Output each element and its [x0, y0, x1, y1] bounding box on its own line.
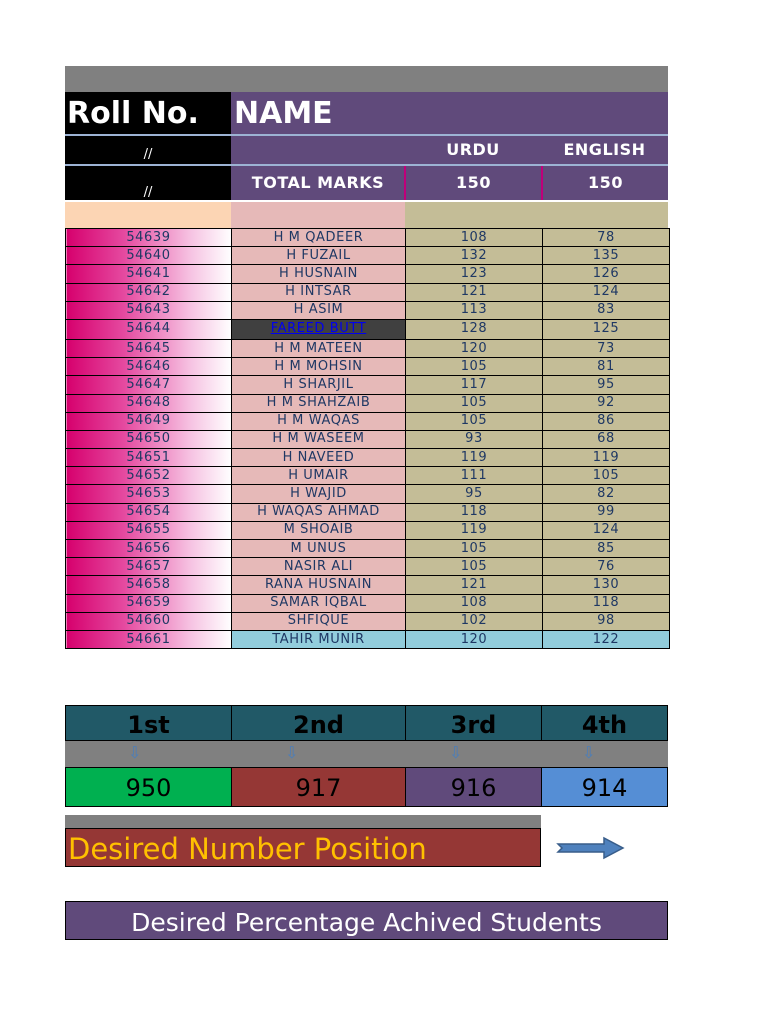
- name-cell[interactable]: SHFIQUE: [232, 612, 406, 630]
- roll-cell[interactable]: 54640: [66, 247, 232, 265]
- english-cell[interactable]: 135: [543, 247, 670, 265]
- urdu-cell[interactable]: 121: [406, 283, 543, 301]
- urdu-cell[interactable]: 105: [406, 358, 543, 376]
- desired-number-position: Desired Number Position: [65, 828, 541, 867]
- total-marks-label: TOTAL MARKS: [231, 166, 405, 200]
- urdu-cell[interactable]: 123: [406, 265, 543, 283]
- down-arrow-icon: ⇩: [449, 743, 463, 762]
- english-cell[interactable]: 85: [543, 540, 670, 558]
- table-row: [66, 503, 670, 521]
- english-cell[interactable]: 81: [543, 358, 670, 376]
- down-arrow-icon: ⇩: [582, 743, 596, 762]
- position-3rd-label: 3rd: [405, 705, 542, 741]
- total-english: 150: [543, 166, 668, 200]
- name-cell[interactable]: M UNUS: [232, 540, 406, 558]
- roll-cell[interactable]: 54653: [66, 485, 232, 503]
- name-cell[interactable]: H HUSNAIN: [232, 265, 406, 283]
- table-row: [66, 339, 670, 357]
- name-cell[interactable]: H NAVEED: [232, 449, 406, 467]
- row3-roll-cell: //: [65, 166, 231, 200]
- name-cell[interactable]: H M MOHSIN: [232, 358, 406, 376]
- desired-position-top-bar: [65, 815, 541, 828]
- roll-cell[interactable]: 54641: [66, 265, 232, 283]
- english-cell[interactable]: 98: [543, 612, 670, 630]
- position-1st-value: 950: [65, 767, 232, 807]
- urdu-cell[interactable]: 120: [406, 339, 543, 357]
- name-cell[interactable]: SAMAR IQBAL: [232, 594, 406, 612]
- roll-cell[interactable]: 54647: [66, 376, 232, 394]
- position-4th-label: 4th: [541, 705, 668, 741]
- table-row: [66, 430, 670, 448]
- roll-cell[interactable]: 54645: [66, 339, 232, 357]
- roll-cell[interactable]: 54661: [66, 630, 232, 648]
- roll-cell[interactable]: 54643: [66, 301, 232, 319]
- table-row: [66, 558, 670, 576]
- urdu-cell[interactable]: 105: [406, 558, 543, 576]
- roll-cell[interactable]: 54657: [66, 558, 232, 576]
- urdu-cell[interactable]: 119: [406, 449, 543, 467]
- position-2nd-value: 917: [231, 767, 406, 807]
- english-cell[interactable]: 105: [543, 467, 670, 485]
- english-cell[interactable]: 83: [543, 301, 670, 319]
- name-cell[interactable]: NASIR ALI: [232, 558, 406, 576]
- arrow-bar: [65, 741, 668, 767]
- name-cell[interactable]: H UMAIR: [232, 467, 406, 485]
- english-cell[interactable]: 124: [543, 283, 670, 301]
- urdu-cell[interactable]: 105: [406, 394, 543, 412]
- english-cell[interactable]: 78: [543, 229, 670, 247]
- english-cell[interactable]: 73: [543, 339, 670, 357]
- roll-no-header: Roll No.: [65, 92, 231, 134]
- name-cell[interactable]: M SHOAIB: [232, 521, 406, 539]
- name-header: NAME: [231, 92, 668, 134]
- english-cell[interactable]: 76: [543, 558, 670, 576]
- name-cell[interactable]: TAHIR MUNIR: [232, 630, 406, 648]
- roll-cell[interactable]: 54652: [66, 467, 232, 485]
- table-row: [66, 630, 670, 648]
- desired-percentage-achieved: Desired Percentage Achived Students: [65, 901, 668, 940]
- table-row-selected: [66, 319, 670, 339]
- band-roll: [65, 202, 231, 228]
- total-urdu: 150: [406, 166, 541, 200]
- subject-english: ENGLISH: [563, 140, 646, 159]
- english-cell[interactable]: 82: [543, 485, 670, 503]
- table-row: [66, 283, 670, 301]
- roll-cell[interactable]: 54660: [66, 612, 232, 630]
- roll-cell[interactable]: 54639: [66, 229, 232, 247]
- urdu-cell[interactable]: 117: [406, 376, 543, 394]
- name-cell-hyperlink[interactable]: FAREED BUTT: [232, 319, 406, 339]
- name-cell[interactable]: H M WAQAS: [232, 412, 406, 430]
- table-row: [66, 376, 670, 394]
- urdu-cell[interactable]: 119: [406, 521, 543, 539]
- table-row: [66, 394, 670, 412]
- urdu-cell[interactable]: 93: [406, 430, 543, 448]
- roll-cell[interactable]: 54659: [66, 594, 232, 612]
- down-arrow-icon: ⇩: [285, 743, 299, 762]
- subject-urdu: URDU: [446, 140, 500, 159]
- urdu-cell[interactable]: 108: [406, 229, 543, 247]
- urdu-cell[interactable]: 102: [406, 612, 543, 630]
- english-cell[interactable]: 125: [543, 319, 670, 339]
- roll-cell[interactable]: 54656: [66, 540, 232, 558]
- top-gray-bar: [65, 66, 668, 92]
- name-cell[interactable]: RANA HUSNAIN: [232, 576, 406, 594]
- table-row: [66, 485, 670, 503]
- roll-cell[interactable]: 54649: [66, 412, 232, 430]
- table-row: [66, 521, 670, 539]
- urdu-cell[interactable]: 118: [406, 503, 543, 521]
- table-row: [66, 265, 670, 283]
- english-cell[interactable]: 99: [543, 503, 670, 521]
- position-1st-label: 1st: [65, 705, 232, 741]
- name-cell[interactable]: H INTSAR: [232, 283, 406, 301]
- english-cell[interactable]: 86: [543, 412, 670, 430]
- english-cell[interactable]: 118: [543, 594, 670, 612]
- position-2nd-label: 2nd: [231, 705, 406, 741]
- table-row: [66, 467, 670, 485]
- position-3rd-value: 916: [405, 767, 542, 807]
- name-cell[interactable]: H WAQAS AHMAD: [232, 503, 406, 521]
- english-cell[interactable]: 68: [543, 430, 670, 448]
- name-cell[interactable]: H M MATEEN: [232, 339, 406, 357]
- roll-cell[interactable]: 54651: [66, 449, 232, 467]
- row2-roll-cell: //: [65, 136, 231, 164]
- table-row: [66, 612, 670, 630]
- down-arrow-icon: ⇩: [128, 743, 142, 762]
- roll-cell[interactable]: 54648: [66, 394, 232, 412]
- name-cell[interactable]: H WAJID: [232, 485, 406, 503]
- table-row: [66, 576, 670, 594]
- name-cell[interactable]: H FUZAIL: [232, 247, 406, 265]
- urdu-cell[interactable]: 95: [406, 485, 543, 503]
- urdu-cell[interactable]: 128: [406, 319, 543, 339]
- roll-cell[interactable]: 54642: [66, 283, 232, 301]
- table-row: [66, 247, 670, 265]
- table-row: [66, 594, 670, 612]
- english-cell[interactable]: 126: [543, 265, 670, 283]
- band-marks: [405, 202, 668, 228]
- english-cell[interactable]: 92: [543, 394, 670, 412]
- roll-cell[interactable]: 54655: [66, 521, 232, 539]
- urdu-cell[interactable]: 120: [406, 630, 543, 648]
- name-cell[interactable]: H M SHAHZAIB: [232, 394, 406, 412]
- roll-cell[interactable]: 54644: [66, 319, 232, 339]
- band-name: [231, 202, 405, 228]
- name-cell[interactable]: H SHARJIL: [232, 376, 406, 394]
- position-4th-value: 914: [541, 767, 668, 807]
- name-cell[interactable]: H ASIM: [232, 301, 406, 319]
- urdu-cell[interactable]: 121: [406, 576, 543, 594]
- student-marks-table: [65, 228, 670, 649]
- english-cell[interactable]: 95: [543, 376, 670, 394]
- roll-cell[interactable]: 54650: [66, 430, 232, 448]
- right-arrow-icon: [556, 836, 626, 860]
- english-cell[interactable]: 122: [543, 630, 670, 648]
- roll-cell[interactable]: 54654: [66, 503, 232, 521]
- table-row: [66, 301, 670, 319]
- urdu-cell[interactable]: 105: [406, 540, 543, 558]
- name-cell[interactable]: H M QADEER: [232, 229, 406, 247]
- english-cell[interactable]: 130: [543, 576, 670, 594]
- table-row: [66, 358, 670, 376]
- urdu-cell[interactable]: 105: [406, 412, 543, 430]
- table-row: [66, 540, 670, 558]
- urdu-cell[interactable]: 113: [406, 301, 543, 319]
- roll-cell[interactable]: 54658: [66, 576, 232, 594]
- table-row: [66, 412, 670, 430]
- english-cell[interactable]: 124: [543, 521, 670, 539]
- roll-cell[interactable]: 54646: [66, 358, 232, 376]
- english-cell[interactable]: 119: [543, 449, 670, 467]
- urdu-cell[interactable]: 132: [406, 247, 543, 265]
- table-row: [66, 449, 670, 467]
- table-row: [66, 229, 670, 247]
- urdu-cell[interactable]: 111: [406, 467, 543, 485]
- urdu-cell[interactable]: 108: [406, 594, 543, 612]
- name-cell[interactable]: H M WASEEM: [232, 430, 406, 448]
